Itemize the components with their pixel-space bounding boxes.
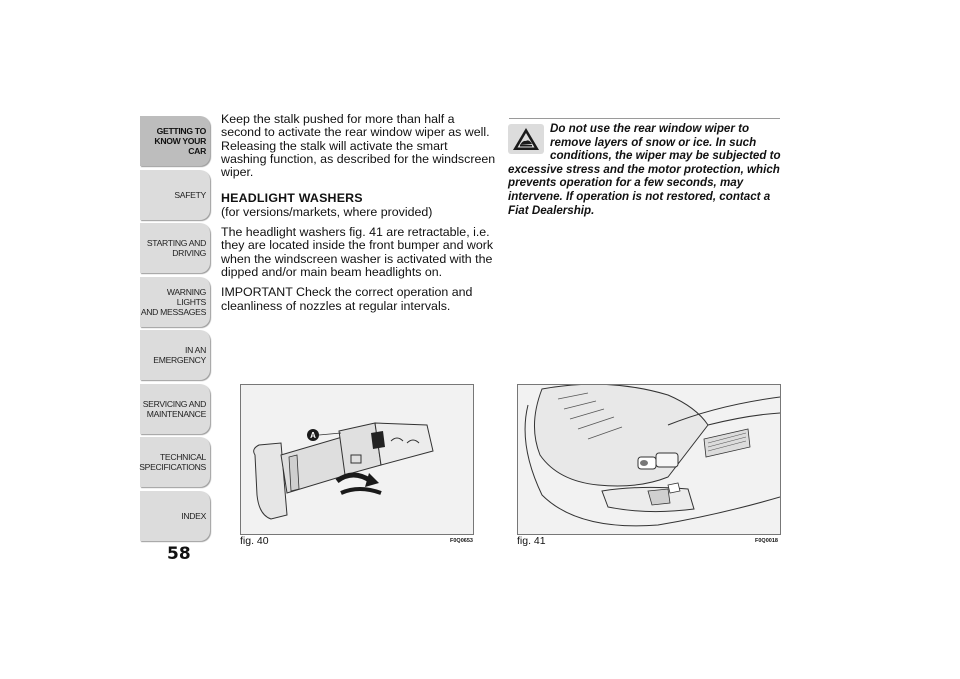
tab-getting-to-know-your-car[interactable]: GETTING TO KNOW YOUR CAR	[140, 116, 210, 166]
figure-40-wiper-stalk	[240, 384, 474, 535]
warning-box	[508, 122, 783, 217]
figure-41-code: F0Q0018	[755, 538, 778, 544]
tab-index[interactable]: INDEX	[140, 491, 210, 541]
warning-divider	[509, 118, 780, 119]
tab-technical-specifications[interactable]: TECHNICAL SPECIFICATIONS	[140, 437, 210, 487]
chapter-tabs	[140, 116, 210, 544]
paragraph-headlight-washers: The headlight washers fig. 41 are retractable, i.e. they are located inside the front bumper and work when the windscreen washer is activated with the dipped and/or main beam headlights on.	[221, 225, 494, 279]
main-text-column	[221, 113, 496, 320]
section-subheading: (for versions/markets, where provided)	[221, 204, 433, 219]
tab-servicing-and-maintenance[interactable]: SERVICING AND MAINTENANCE	[140, 384, 210, 434]
figure-40-code: F0Q0653	[450, 538, 473, 544]
tab-in-an-emergency[interactable]: IN AN EMERGENCY	[140, 330, 210, 380]
tab-warning-lights[interactable]: WARNING LIGHTS AND MESSAGES	[140, 277, 210, 327]
page-number: 58	[167, 544, 191, 564]
figure-40-caption: fig. 40	[240, 535, 269, 547]
paragraph-important: IMPORTANT Check the correct operation and cleanliness of nozzles at regular intervals.	[221, 285, 473, 313]
figure-41-caption: fig. 41	[517, 535, 546, 547]
section-heading: HEADLIGHT WASHERS	[221, 191, 363, 206]
tab-safety[interactable]: SAFETY	[140, 170, 210, 220]
paragraph-rear-wiper: Keep the stalk pushed for more than half a second to activate the rear window wiper as well. Releasing the stalk will activate the smart washing function, as described for the windscreen wiper.	[221, 112, 496, 180]
warning-text: Do not use the rear window wiper to remove layers of snow or ice. In such conditions, the wiper may be subjected to excessive stress and the motor protection, which prevents operation for a few seconds, may intervene. If operation is not restored, contact a Fiat Dealership.	[508, 122, 781, 217]
tab-starting-and-driving[interactable]: STARTING AND DRIVING	[140, 223, 210, 273]
figure-41-headlight-washers	[517, 384, 781, 535]
figure-40-marker: A	[310, 431, 316, 440]
